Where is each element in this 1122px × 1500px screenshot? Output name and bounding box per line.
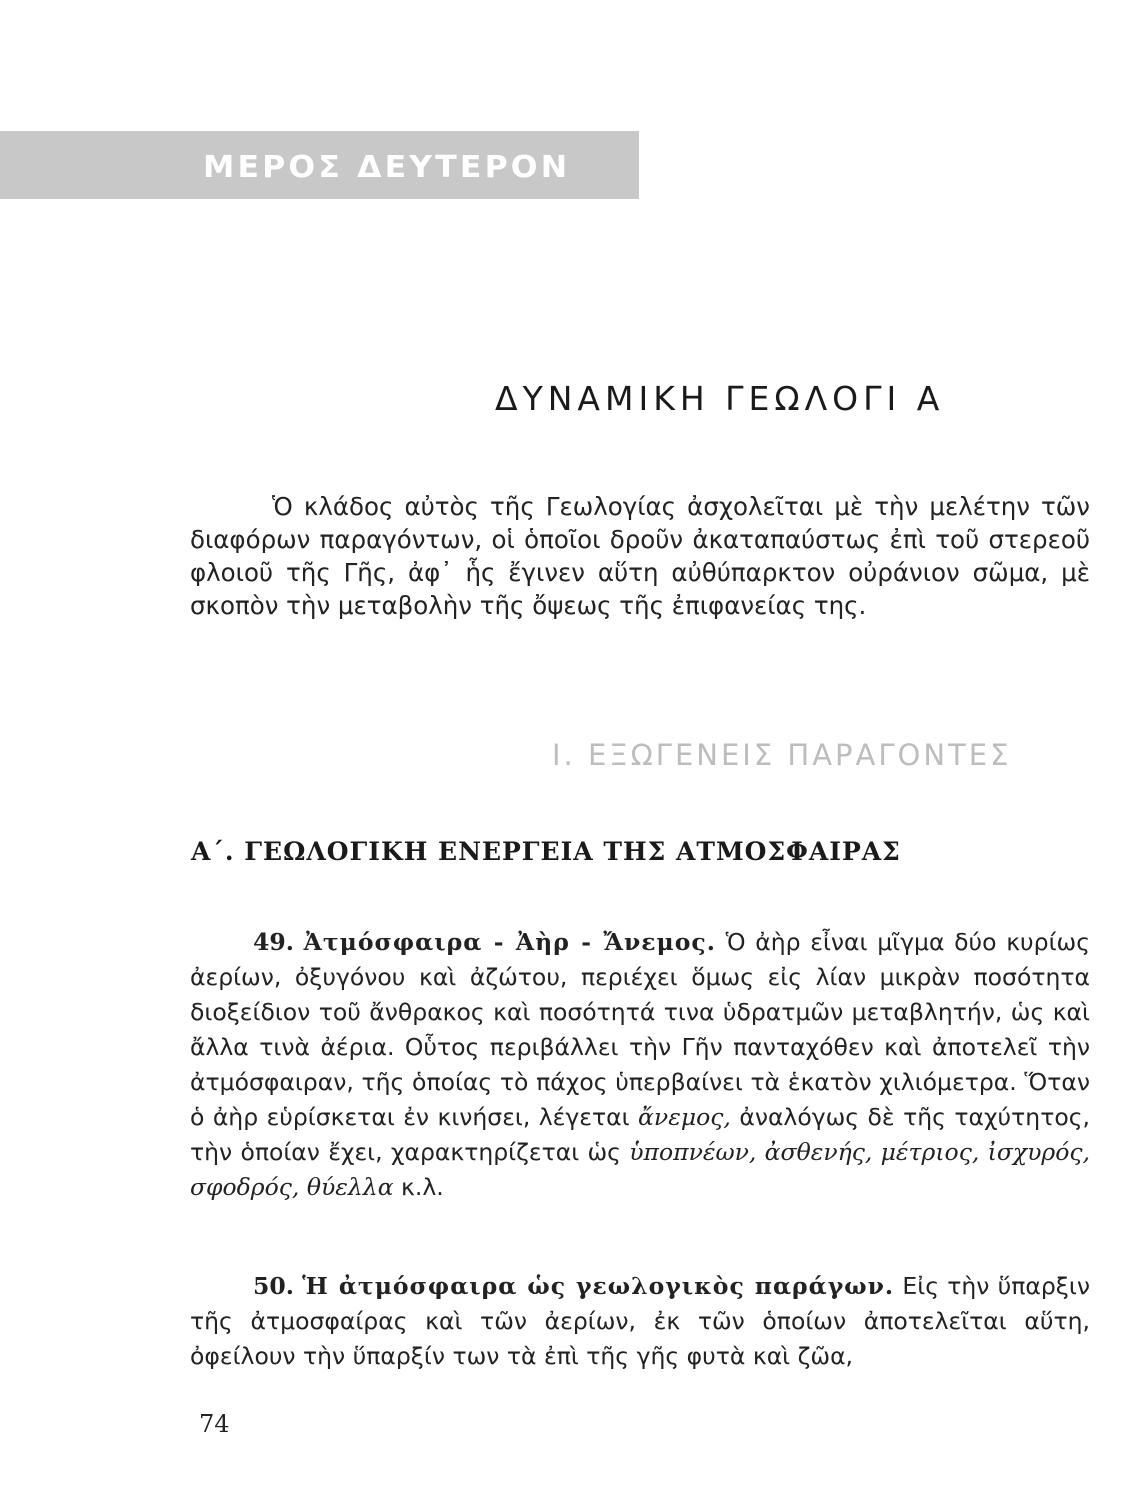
intro-text: Ὁ κλάδος αὐτὸς τῆς Γεωλογίας ἀσχολεῖται μὲ τὴν μελέτην τῶν διαφόρων παραγόντων, οἱ ὁποῖοι δροῦν ἀκαταπαύστως ἐπὶ τοῦ στερεοῦ φλοιοῦ τῆς Γῆς, ἀφ᾽ ἧς ἔγινεν αὕτη αὐθύπαρκτον οὐράνιον σῶμα, μὲ σκοπὸν τὴν μεταβολὴν τῆς ὄψεως τῆς ἐπιφανείας της. bbox=[190, 492, 1090, 620]
subsection-title: Α΄. ΓΕΩΛΟΓΙΚΗ ΕΝΕΡΓΕΙΑ ΤΗΣ ΑΤΜΟΣΦΑΙΡΑΣ bbox=[191, 837, 901, 866]
part-title: ΔΥΝΑΜΙΚΗ ΓΕΩΛΟΓΙ Α bbox=[495, 379, 945, 418]
part-banner-label: ΜΕΡΟΣ ΔΕΥΤΕΡΟΝ bbox=[203, 150, 571, 185]
paragraph-heading: Ἀτμόσφαιρα - Ἀὴρ - Ἄνεμος. bbox=[303, 928, 716, 956]
page-number: 74 bbox=[199, 1410, 230, 1438]
paragraph-text: ἀναλόγως δὲ τῆς ταχύτητος, τὴν ὁποίαν ἔχει, χαρακτηρίζεται ὡς bbox=[190, 1103, 1090, 1166]
italic-terms: ὑποπνέων, ἀσθενής, μέτριος, ἰσχυρός, σφοδρός, θύελλα bbox=[190, 1138, 1090, 1201]
paragraph-number: 50. bbox=[253, 1272, 294, 1300]
paragraph-heading: Ἡ ἀτμόσφαιρα ὡς γεωλογικὸς παράγων. bbox=[302, 1272, 895, 1300]
paragraph-number: 49. bbox=[253, 928, 294, 956]
section-title: Ι. ΕΞΩΓΕΝΕΙΣ ΠΑΡΑΓΟΝΤΕΣ bbox=[552, 738, 1012, 772]
paragraph-text: κ.λ. bbox=[401, 1173, 444, 1201]
paragraph-50 bbox=[190, 1269, 1090, 1374]
paragraph-49 bbox=[190, 925, 1090, 1205]
italic-term: ἄνεμος, bbox=[638, 1103, 731, 1131]
paragraph-text: Εἰς τὴν ὕπαρξιν τῆς ἀτμοσφαίρας καὶ τῶν ἀερίων, ἐκ τῶν ὁποίων ἀποτελεῖται αὕτη, ὀφείλουν τὴν ὕπαρξίν των τὰ ἐπὶ τῆς γῆς φυτὰ καὶ ζῶα, bbox=[190, 1272, 1090, 1370]
intro-paragraph bbox=[190, 490, 1090, 622]
paragraph-text: Ὁ ἀὴρ εἶναι μῖγμα δύο κυρίως ἀερίων, ὀξυγόνου καὶ ἀζώτου, περιέχει ὅμως εἰς λίαν μικρὰν ποσότητα διοξείδιον τοῦ ἄνθρακος καὶ ποσότητά τινα ὑδρατμῶν μεταβλητήν, ὡς καὶ ἄλλα τινὰ ἀέρια. Οὗτος περιβάλλει τὴν Γῆν πανταχόθεν καὶ ἀποτελεῖ τὴν ἀτμόσφαιραν, τῆς ὁποίας τὸ πάχος ὑπερβαίνει τὰ ἑκατὸν χιλιόμετρα. Ὅταν ὁ ἀὴρ εὑρίσκεται ἐν κινήσει, λέγεται bbox=[190, 928, 1090, 1131]
